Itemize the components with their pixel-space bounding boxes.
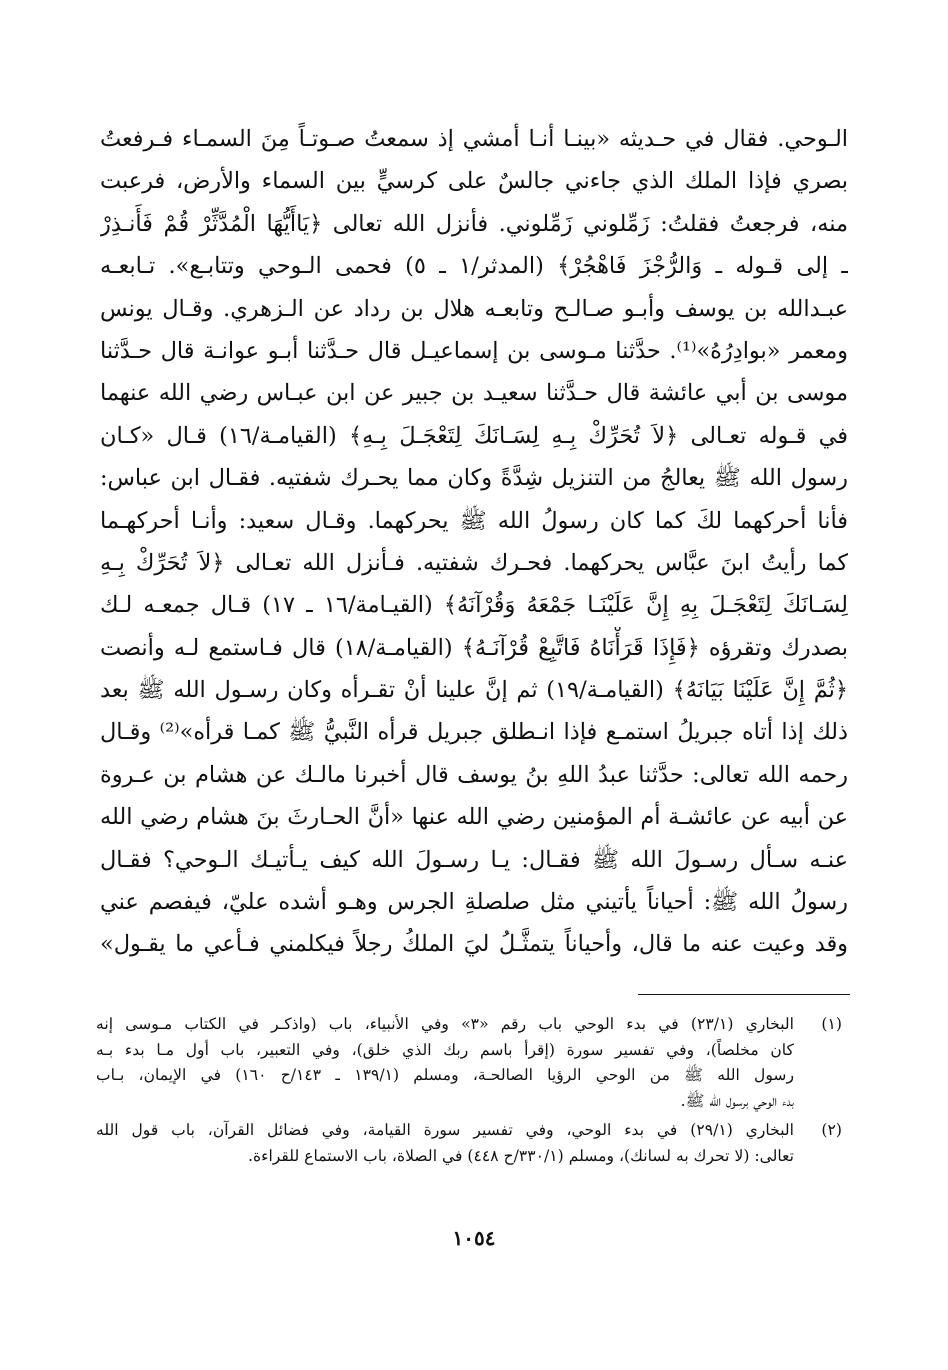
body-line: فأنا أحركهما لكَ كما كان رسولُ الله ﷺ يحركهما. وقـال سعيد: وأنـا أحركهـما [100,507,848,534]
body-line: الـوحي. فقال في حـديثه «بينـا أنـا أمشي إذ سمعتُ صـوتـاً مِنَ السمـاء فـرفعتُ [100,126,848,152]
footnote-line: كان مخلصاً)، وفي تفسير سورة (إقرأ باسم ربك الذي خلق)، وفي التعبير، باب أول مـا بدء بـه [96,1040,794,1059]
body-line: في قـوله تعـالى ﴿لاَ تُحَرِّكْ بِـهِ لِسَـانَكَ لِتَعْجَـلَ بِـهِ﴾ (القيامـة/١٦) قـال «كـان [100,422,848,449]
body-line: عنـه سـأل رسـولَ الله ﷺ فقـال: يـا رسـولَ الله كيف يـأتيـك الـوحي؟ فقـال [100,846,848,873]
footnote-1 [96,1012,848,1114]
body-line: موسى بن أبي عائشة قال حـدَّثنا سعيـد بن جبير عن ابن عبـاس رضي الله عنهما [100,380,848,407]
body-line: ﴿ثُمَّ إِنَّ عَلَيْنَا بَيَانَهُ﴾ (القيامـة/١٩) ثم إنَّ علينا أنْ تقـرأه وكان رسـول الله ﷺ بعد [100,677,848,704]
body-line: رسول الله ﷺ يعالجُ من التنزيل شِدَّةً وكان مما يحـرك شفتيه. فقـال ابن عباس: [100,465,848,492]
footnote-2 [96,1118,848,1169]
body-line: رحمه الله تعالى: حدَّثنا عبدُ اللهِ بنُ يوسف قال أخبرنا مالـك عن هشام بن عـروة [100,761,848,788]
footnote-line: تعالى: (لا تحرك به لسانك)، ومسلم (٣٣٠/١/ح ٤٤٨) في الصلاة، باب الاستماع للقراءة. [248,1146,794,1165]
page-number: ١٠٥٤ [452,1226,496,1250]
footnote-line: البخاري (٢٣/١) في بدء الوحي باب رقم «٣» وفي الأنبياء، باب (واذكـر في الكتاب مـوسى إنه [96,1015,794,1033]
footnote-number: (١) [821,1015,842,1033]
body-line: رسولُ الله ﷺ: أحياناً يأتيني مثل صلصلةِ الجرس وهـو أشده عليّ، فيفصم عني [100,889,848,916]
body-line: ـ إلى قـوله ـ وَالرُّجْزَ فَاهْجُرْ﴾ (المدثر/١ ـ ٥) فحمى الـوحي وتتابـع». تـابعـه [100,253,848,280]
body-line: منه، فرجعتُ فقلتُ: زَمِّلوني زَمِّلوني. فأنزل الله تعالى ﴿يَاأَيُّهَا الْمُدَّثِّرْ قُمْ فَأَنـذِرْ [100,210,848,237]
body-line: عن أبيه عن عائشـة أم المؤمنين رضي الله عنها «أنَّ الحـارثَ بنَ هشام رضي الله [100,804,848,831]
body-line: بصري فإذا الملك الذي جاءني جالسٌ على كرسيٍّ بين السماء والأرض، فرعبت [100,168,848,195]
main-text-block [100,118,848,966]
body-line: بصدرك وتقرؤه ﴿فَإِذَا قَرَأْنَاهُ فَاتَّبِعْ قُرْآنَـهُ﴾ (القيامـة/١٨) قال فـاستمع لـه وأنصت [100,634,848,661]
body-line: ذلك إذا أتاه جبريلُ استمـع فإذا انـطلق جبريل قرأه النَّبيُّ ﷺ كمـا قرأه»⁽²⁾ وقـال [100,719,848,746]
body-line: ومعمر «بوادِرُهُ»⁽¹⁾. حدَّثنا مـوسى بن إسماعيـل قال حـدَّثنا أبـو عوانـة قال حـدَّثنا [100,337,848,364]
body-line: لِسَـانَكَ لِتَعْجَـلَ بِهِ إِنَّ عَلَيْنَـا جَمْعَهُ وَقُرْآنَهُ﴾ (القيـامة/١٦ ـ ١٧) قـال جمعـه لـك [100,592,848,619]
footnotes-block [96,1012,848,1174]
footnote-line: بدء الوحي برسول الله ﷺ. [680,1091,794,1110]
footnote-number: (٢) [821,1121,842,1140]
body-line: وقد وعيت عنه ما قال، وأحياناً يتمثَّـلُ ليَ الملكُ رجلاً فيكلمني فـأعي ما يقـول» [100,931,848,958]
body-line: عبـدالله بن يوسف وأبـو صـالـح وتابعـه هلال بن رداد عن الـزهري. وقـال يونس [100,295,848,322]
footnote-line: رسول الله ﷺ من الوحي الرؤيا الصالحـة، ومسلم (١٣٩/١ ـ ١٤٣/ح ١٦٠) في الإيمان، بـاب [96,1066,794,1085]
footnote-line: البخاري (٢٩/١) في بدء الوحي، وفي تفسير سورة القيامة، وفي فضائل القرآن، باب قول الله [96,1121,794,1140]
body-line: كما رأيتُ ابنَ عبَّاس يحركهما. فحـرك شفتيه. فـأنزل الله تعـالى ﴿لاَ تُحَرِّكْ بِـهِ [100,549,848,576]
footnote-separator [638,994,850,995]
